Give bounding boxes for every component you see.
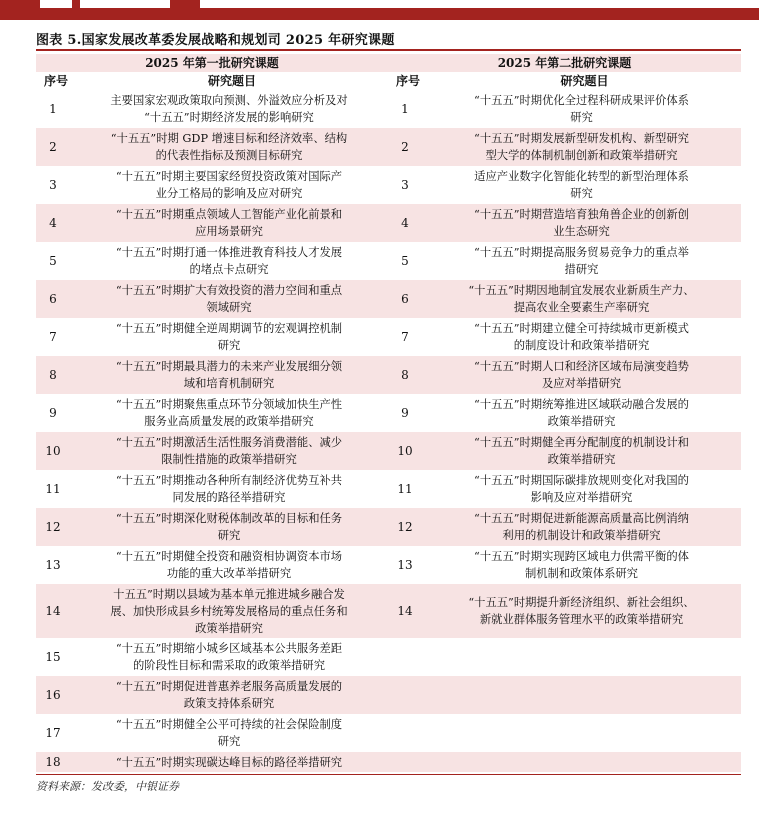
entry-topic — [70, 130, 388, 164]
entry-number: 8 — [401, 368, 409, 382]
entry-topic — [70, 244, 388, 278]
table-row — [36, 508, 741, 546]
right-entry — [388, 470, 741, 508]
topic-line: 的阶段性目标和需采取的政策举措研究 — [132, 659, 326, 672]
topic-line: 功能的重大改革举措研究 — [166, 567, 292, 580]
table-row — [36, 242, 741, 280]
table-row — [36, 470, 741, 508]
right-entry — [388, 676, 741, 714]
entry-topic — [70, 282, 388, 316]
topic-line: 研究 — [217, 339, 241, 352]
entry-topic — [70, 586, 388, 637]
entry-number: 2 — [401, 140, 409, 154]
topic-line: “十五五”时期因地制宜发展农业新质生产力、 — [468, 284, 695, 297]
topic-line: 政策举措研究 — [547, 453, 616, 466]
topic-line: “十五五”时期国际碳排放规则变化对我国的 — [474, 474, 689, 487]
table-row — [36, 356, 741, 394]
header-decoration — [72, 0, 80, 8]
topic-line: “十五五”时期健全公平可持续的社会保险制度 — [115, 718, 343, 731]
topic-line: “十五五”时期推动各种所有制经济优势互补共 — [115, 474, 343, 487]
entry-number: 13 — [45, 558, 61, 572]
entry-topic — [422, 396, 741, 430]
topic-line: 业分工格局的影响及应对研究 — [155, 187, 303, 200]
right-entry — [388, 128, 741, 166]
table-bottom-rule — [36, 774, 741, 775]
topic-line: 政策举措研究 — [547, 415, 616, 428]
table-row — [36, 432, 741, 470]
topic-line: 的制度设计和政策举措研究 — [513, 339, 650, 352]
topic-line: 政策支持体系研究 — [183, 697, 275, 710]
topic-line: 业生态研究 — [553, 225, 610, 238]
header-decoration — [0, 0, 40, 8]
topic-line: “十五五”时期实现碳达峰目标的路径举措研究 — [115, 755, 343, 769]
entry-number: 12 — [397, 520, 413, 534]
left-entry — [36, 242, 388, 280]
table-row — [36, 638, 741, 676]
table-row — [36, 394, 741, 432]
topic-line: 领域研究 — [206, 301, 252, 314]
topic-line: “十五五”时期深化财税体制改革的目标和任务 — [115, 512, 343, 525]
entry-number: 5 — [401, 254, 409, 268]
right-entry — [388, 546, 741, 584]
table-row — [36, 90, 741, 128]
entry-topic — [70, 678, 388, 712]
entry-number: 7 — [401, 330, 409, 344]
topic-line: “十五五”时期最具潜力的未来产业发展细分领 — [115, 360, 343, 373]
right-entry — [388, 584, 741, 638]
right-entry — [388, 280, 741, 318]
topic-line: 研究 — [217, 529, 241, 542]
topic-line: “十五五”时期促进普惠养老服务高质量发展的 — [115, 680, 343, 693]
entry-topic — [70, 396, 388, 430]
header-band — [0, 0, 759, 22]
topic-line: 限制性措施的政策举措研究 — [161, 453, 297, 466]
right-entry — [388, 432, 741, 470]
topic-line: 研究 — [570, 111, 593, 124]
topic-line: 的代表性指标及预测目标研究 — [155, 149, 303, 162]
entry-number: 6 — [49, 292, 57, 306]
topic-line: “十五五”时期 GDP 增速目标和经济效率、结构 — [110, 132, 348, 145]
table-row — [36, 280, 741, 318]
left-entry — [36, 432, 388, 470]
topic-line: “十五五”时期聚焦重点环节分领域加快生产性 — [115, 398, 343, 411]
right-entry — [388, 242, 741, 280]
topic-line: 服务业高质量发展的政策举措研究 — [144, 415, 314, 428]
title-rule — [36, 49, 741, 51]
topic-line: 提高农业全要素生产率研究 — [513, 301, 650, 314]
topic-line: 利用的机制设计和政策举措研究 — [502, 529, 661, 542]
left-entry — [36, 584, 388, 638]
right-entry — [388, 394, 741, 432]
entry-number: 15 — [45, 650, 61, 664]
left-entry — [36, 356, 388, 394]
left-entry — [36, 638, 388, 676]
right-entry — [388, 204, 741, 242]
table-body — [36, 90, 741, 772]
entry-number: 18 — [45, 755, 61, 769]
left-entry — [36, 166, 388, 204]
right-entry — [388, 638, 741, 676]
entry-topic — [422, 320, 741, 354]
left-entry — [36, 394, 388, 432]
entry-number: 14 — [397, 604, 413, 618]
topic-line: “十五五”时期营造培育独角兽企业的创新创 — [474, 208, 689, 221]
entry-number: 7 — [49, 330, 57, 344]
left-col-topic-header: 研究题目 — [207, 74, 256, 88]
entry-number: 3 — [401, 178, 409, 192]
entry-number: 13 — [397, 558, 413, 572]
source-note: 资料来源：发改委，中银证券 — [36, 780, 179, 793]
topic-line: 型大学的体制机制创新和政策举措研究 — [485, 149, 678, 162]
entry-topic — [422, 510, 741, 544]
entry-topic — [422, 282, 741, 316]
left-entry — [36, 470, 388, 508]
topic-line: 适应产业数字化智能化转型的新型治理体系 — [474, 170, 689, 183]
entry-topic — [422, 92, 741, 126]
topic-line: 新就业群体服务管理水平的政策举措研究 — [479, 613, 684, 626]
table-row — [36, 128, 741, 166]
header-bar — [0, 8, 759, 20]
topic-line: “十五五”时期实现跨区域电力供需平衡的体 — [474, 550, 689, 563]
topic-line: 展、加快形成县乡村统筹发展格局的重点任务和 — [110, 604, 348, 618]
entry-topic — [70, 168, 388, 202]
entry-topic — [422, 206, 741, 240]
entry-topic — [422, 548, 741, 582]
entry-number: 14 — [45, 604, 61, 618]
topic-line: “十五五”时期打通一体推进教育科技人才发展 — [115, 246, 343, 259]
topic-line: 十五五”时期以县域为基本单元推进城乡融合发 — [113, 587, 345, 601]
left-entry — [36, 204, 388, 242]
left-entry — [36, 676, 388, 714]
left-entry — [36, 714, 388, 752]
entry-number: 11 — [45, 482, 61, 496]
header-decoration — [170, 0, 200, 8]
entry-topic — [422, 168, 741, 202]
entry-topic — [70, 716, 388, 750]
right-col-topic-header: 研究题目 — [560, 74, 609, 88]
entry-number: 6 — [401, 292, 409, 306]
entry-topic — [70, 358, 388, 392]
left-entry — [36, 546, 388, 584]
entry-topic — [70, 510, 388, 544]
entry-topic — [70, 754, 388, 771]
topic-line: “十五五”时期发展新型研发机构、新型研究 — [474, 132, 689, 145]
entry-topic — [422, 358, 741, 392]
topic-line: 应用场景研究 — [195, 225, 263, 238]
right-entry — [388, 752, 741, 772]
entry-topic — [70, 434, 388, 468]
entry-number: 9 — [401, 406, 409, 420]
topic-line: “十五五”时期促进新能源高质量高比例消纳 — [474, 512, 689, 525]
entry-number: 1 — [49, 102, 57, 116]
left-col-no-header: 序号 — [43, 74, 68, 88]
topic-line: “十五五”时期提升新经济组织、新社会组织、 — [468, 596, 695, 609]
entry-topic — [70, 640, 388, 674]
entry-topic — [70, 548, 388, 582]
table-row — [36, 714, 741, 752]
entry-number: 10 — [397, 444, 413, 458]
entry-number: 2 — [49, 140, 57, 154]
topic-line: “十五五”时期健全再分配制度的机制设计和 — [474, 436, 689, 449]
left-group-title: 2025 年第一批研究课题 — [145, 56, 279, 70]
topic-line: 制机制和政策体系研究 — [525, 567, 638, 580]
entry-number: 4 — [401, 216, 409, 230]
entry-topic — [422, 130, 741, 164]
table-row — [36, 584, 741, 638]
entry-topic — [70, 206, 388, 240]
table-row — [36, 676, 741, 714]
entry-number: 1 — [401, 102, 409, 116]
entry-number: 17 — [45, 726, 61, 740]
left-entry — [36, 128, 388, 166]
entry-number: 8 — [49, 368, 57, 382]
topic-line: “十五五”时期健全投资和融资相协调资本市场 — [115, 550, 343, 563]
topic-line: 域和培育机制研究 — [183, 377, 275, 390]
right-col-no-header: 序号 — [395, 74, 420, 88]
research-topics-table — [36, 54, 741, 772]
topic-line: “十五五”时期统筹推进区域联动融合发展的 — [474, 398, 689, 411]
entry-number: 16 — [45, 688, 61, 702]
right-entry — [388, 166, 741, 204]
entry-number: 10 — [45, 444, 61, 458]
topic-line: “十五五”时期提高服务贸易竞争力的重点举 — [474, 246, 689, 259]
topic-line: 影响及应对举措研究 — [530, 491, 633, 504]
topic-line: “十五五”时期重点领域人工智能产业化前景和 — [115, 208, 343, 221]
topic-line: 的堵点卡点研究 — [189, 263, 269, 276]
entry-number: 12 — [45, 520, 61, 534]
table-row — [36, 204, 741, 242]
group-header-row — [36, 54, 741, 72]
entry-number: 9 — [49, 406, 57, 420]
left-entry — [36, 318, 388, 356]
topic-line: “十五五”时期缩小城乡区域基本公共服务差距 — [115, 642, 343, 655]
entry-topic — [422, 244, 741, 278]
entry-number: 4 — [49, 216, 57, 230]
table-row — [36, 318, 741, 356]
right-entry — [388, 714, 741, 752]
right-entry — [388, 508, 741, 546]
topic-line: 政策举措研究 — [195, 621, 263, 635]
entry-number: 3 — [49, 178, 57, 192]
right-entry — [388, 90, 741, 128]
entry-topic — [70, 472, 388, 506]
topic-line: “十五五”时期经济发展的影响研究 — [144, 111, 314, 124]
left-entry — [36, 280, 388, 318]
topic-line: “十五五”时期主要国家经贸投资政策对国际产 — [115, 170, 343, 183]
entry-topic — [70, 92, 388, 126]
topic-line: “十五五”时期建立健全可持续城市更新模式 — [474, 322, 689, 335]
left-entry — [36, 90, 388, 128]
entry-topic — [422, 594, 741, 628]
topic-line: “十五五”时期人口和经济区域布局演变趋势 — [474, 360, 689, 373]
right-group-title: 2025 年第二批研究课题 — [497, 56, 632, 70]
topic-line: 同发展的路径举措研究 — [172, 491, 286, 504]
figure-title: 图表 5.国家发展改革委发展战略和规划司 2025 年研究课题 — [36, 33, 395, 48]
topic-line: “十五五”时期健全逆周期调节的宏观调控机制 — [115, 322, 343, 335]
topic-line: 及应对举措研究 — [541, 377, 622, 390]
topic-line: 措研究 — [564, 263, 599, 276]
topic-line: “十五五”时期激活生活性服务消费潜能、减少 — [115, 436, 343, 449]
table-row — [36, 752, 741, 772]
left-entry — [36, 752, 388, 772]
column-header-row — [36, 72, 741, 90]
topic-line: 研究 — [217, 735, 241, 748]
left-entry — [36, 508, 388, 546]
topic-line: 研究 — [570, 187, 593, 200]
table-row — [36, 166, 741, 204]
entry-topic — [422, 434, 741, 468]
entry-number: 5 — [49, 254, 57, 268]
topic-line: “十五五”时期扩大有效投资的潜力空间和重点 — [115, 284, 343, 297]
entry-number: 11 — [397, 482, 413, 496]
entry-topic — [70, 320, 388, 354]
entry-topic — [422, 472, 741, 506]
table-row — [36, 546, 741, 584]
topic-line: 主要国家宏观政策取向预测、外溢效应分析及对 — [110, 94, 348, 107]
right-entry — [388, 318, 741, 356]
right-entry — [388, 356, 741, 394]
topic-line: “十五五”时期优化全过程科研成果评价体系 — [474, 94, 689, 107]
